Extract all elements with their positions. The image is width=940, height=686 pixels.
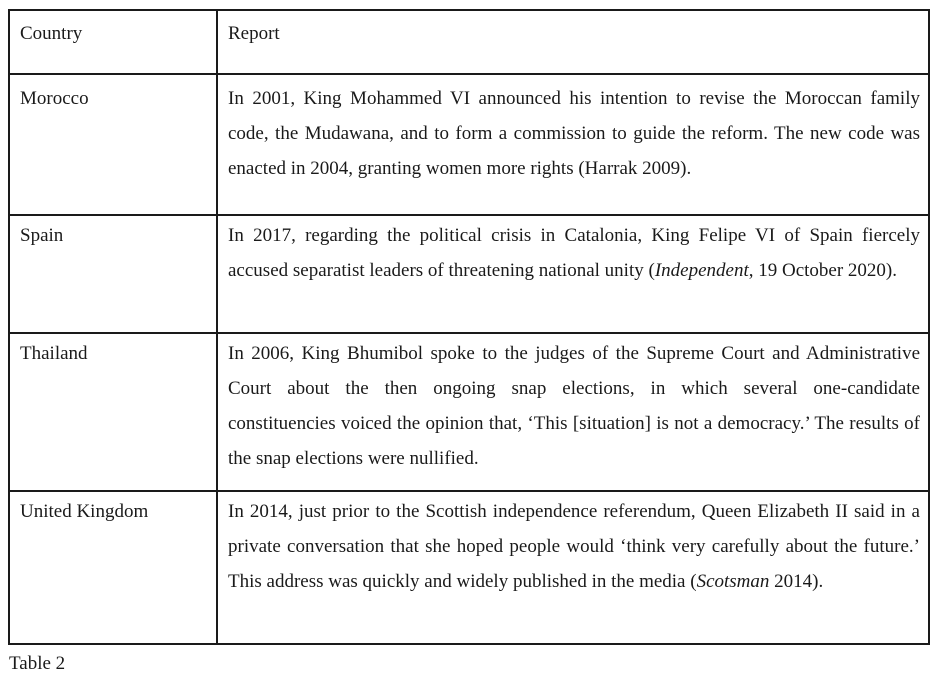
report-text-after: 2014). (769, 571, 824, 592)
header-report: Report (228, 23, 280, 44)
source-title-italic: Scotsman (696, 571, 770, 592)
country-report-table (8, 9, 930, 645)
header-country-cell (9, 10, 217, 74)
report-text (218, 492, 928, 599)
report-cell (217, 491, 929, 644)
report-text-before: In 2014, just prior to the Scottish independence referendum, Queen Elizabeth II said in a private conversation that she hoped people would ‘think very carefully about the future.’ This address was quickly and widely published in the media ( (228, 501, 920, 592)
report-text-before: In 2017, regarding the political crisis in Catalonia, King Felipe VI of Spain fiercely accused separatist leaders of threatening national unity ( (228, 225, 920, 281)
country-cell (9, 215, 217, 333)
header-country: Country (20, 23, 83, 44)
table-caption: Table 2 (9, 653, 66, 674)
report-cell (217, 74, 929, 215)
report-text: In 2001, King Mohammed VI announced his intention to revise the Moroccan family code, the Mudawana, and to form a commission to guide the reform. The new code was enacted in 2004, granting women more rights (Harrak 2009). (228, 88, 920, 179)
report-text-after: , 19 October 2020). (748, 260, 897, 281)
header-report-cell (217, 10, 929, 74)
country-name: Thailand (20, 343, 88, 364)
table-row (9, 215, 929, 333)
country-cell (9, 74, 217, 215)
country-name: Spain (20, 225, 64, 246)
report-cell (217, 215, 929, 333)
table-row (9, 74, 929, 215)
country-cell (9, 491, 217, 644)
table-row (9, 491, 929, 644)
country-name: Morocco (20, 88, 89, 109)
source-title-italic: Independent (654, 260, 749, 281)
table-header-row (9, 10, 929, 74)
table-row (9, 333, 929, 491)
report-text: In 2006, King Bhumibol spoke to the judges of the Supreme Court and Administrative Court about the then ongoing snap elections, in which several one-candidate constituencies voiced the opinion that, ‘This [situation] is not a democracy.’ The results of the snap elections were nullified. (228, 343, 920, 469)
country-cell (9, 333, 217, 491)
report-text (218, 216, 928, 288)
report-cell (217, 333, 929, 491)
country-name: United Kingdom (20, 501, 149, 522)
